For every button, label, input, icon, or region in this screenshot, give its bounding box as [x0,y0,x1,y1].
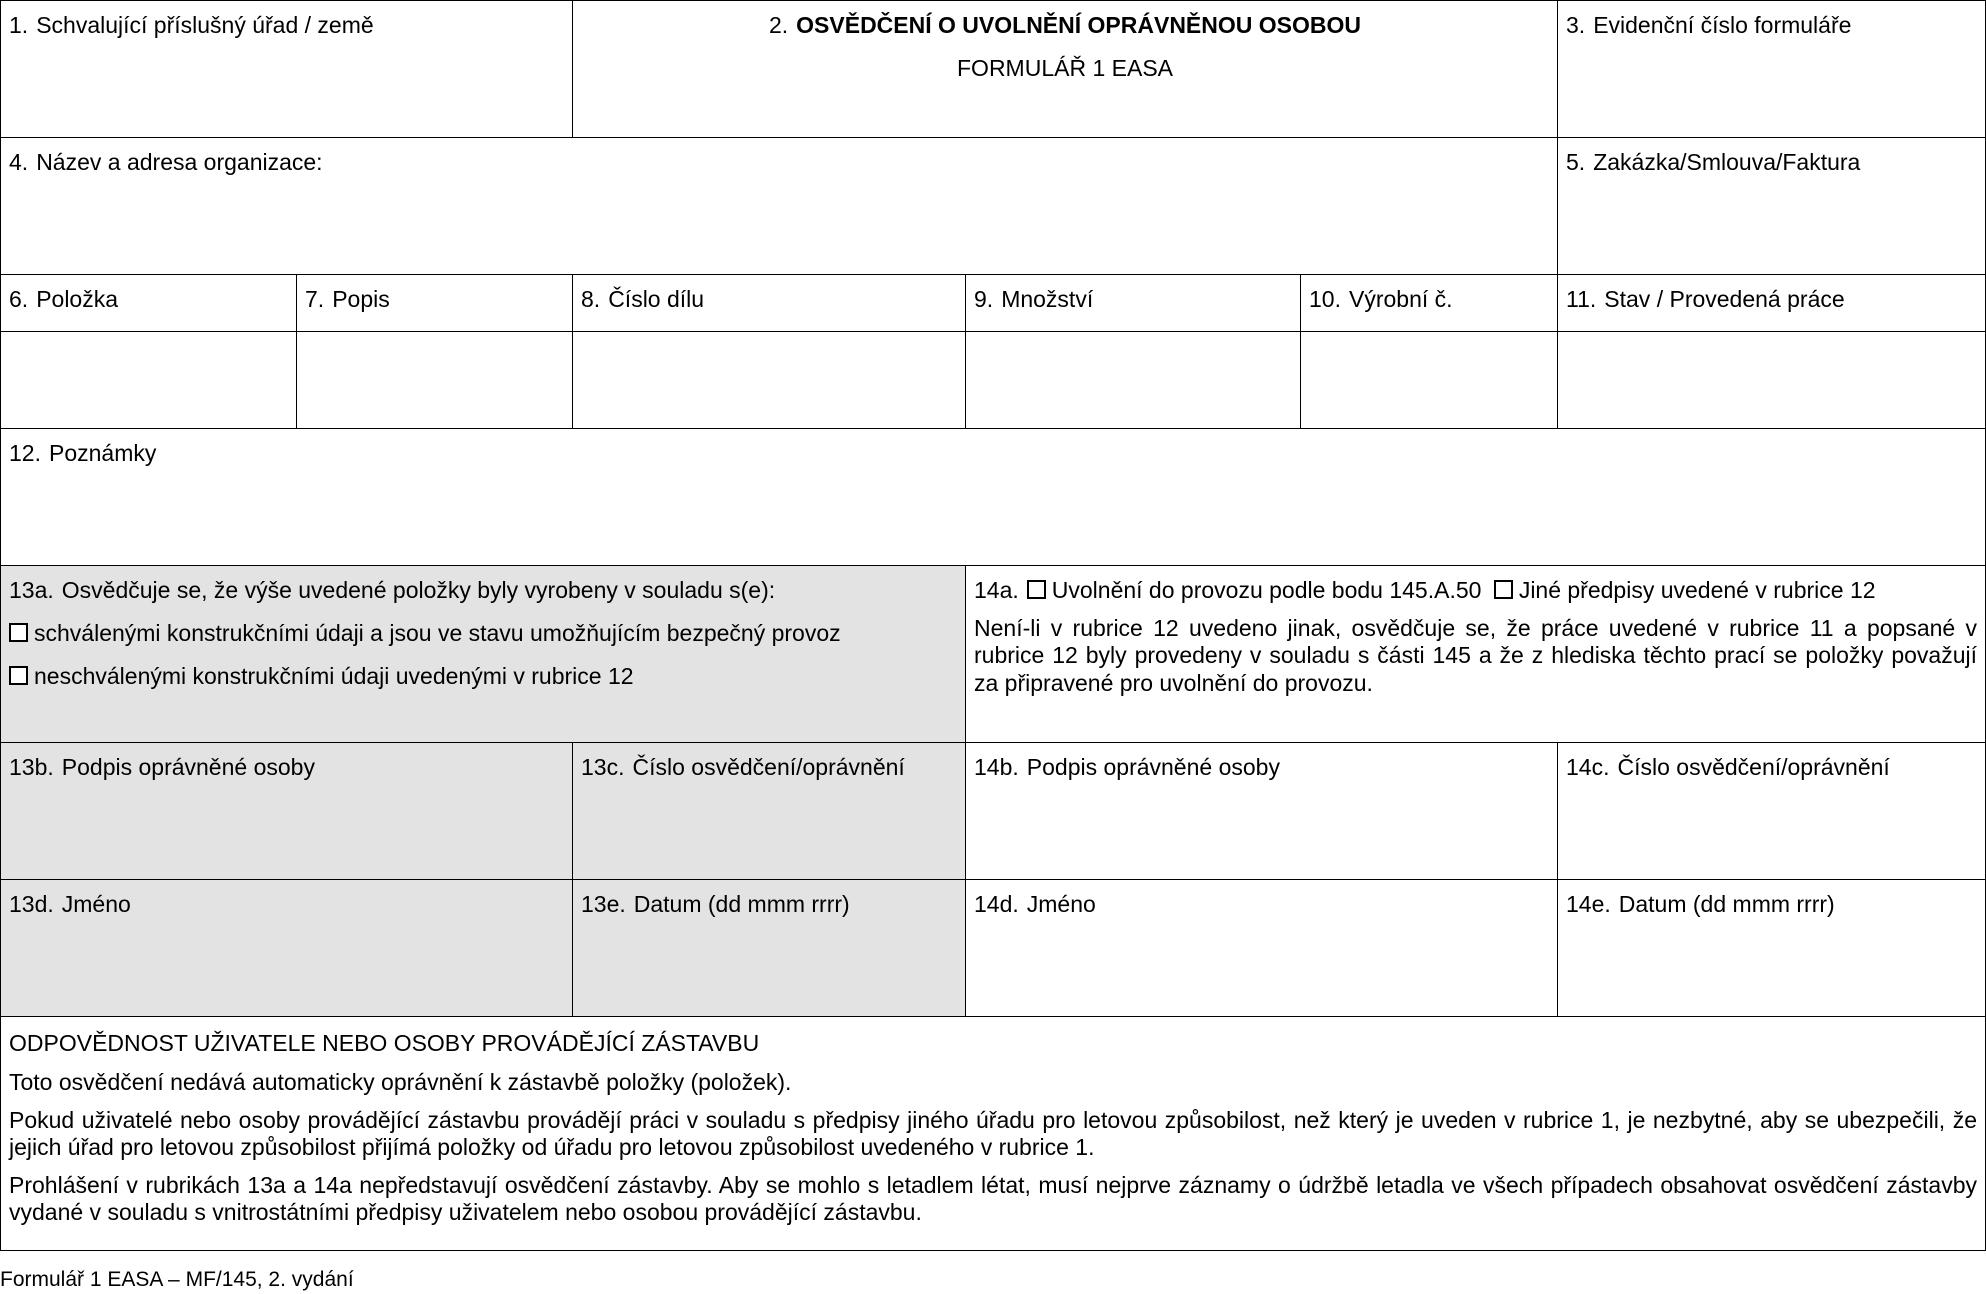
column-header-item [0,274,297,332]
column-label: Položka [36,286,119,312]
box-14e-label: Datum (dd mmm rrrr) [1618,891,1835,917]
other-regulation-checkbox[interactable] [1494,580,1513,599]
box-14c-label: Číslo osvědčení/oprávnění [1617,754,1890,780]
responsibility-section [0,1016,1986,1251]
box-4-organisation-name-address [0,137,1558,275]
box-13c-label: Číslo osvědčení/oprávnění [632,754,905,780]
box-5-work-order [1557,137,1986,275]
box-13c-number: 13c. [581,754,625,780]
box-13a-option-approved[interactable] [9,619,957,648]
responsibility-paragraph-3: Prohlášení v rubrikách 13a a 14a nepředstavují osvědčení zástavby. Aby se mohlo s letadlem létat, musí nejprve záznamy o údržbě letadla ve všech případech obsahovat osvědčení zástavby vydané v souladu s vnitrostátními předpisy uživatelem nebo osobou provádějící zástavbu. [9,1171,1977,1226]
box-14e-number: 14e. [1566,891,1611,917]
column-number: 8. [581,286,601,312]
column-number: 7. [305,286,325,312]
approved-design-checkbox[interactable] [9,623,28,642]
box-14d-number: 14d. [974,891,1019,917]
box-13d-number: 13d. [9,891,54,917]
release-145-label: Uvolnění do provozu podle bodu 145.A.50 [1051,577,1482,603]
quantity-value-cell[interactable] [965,331,1301,429]
responsibility-paragraph-2: Pokud uživatelé nebo osoby provádějící zástavbu provádějí práci v souladu s předpisy jiného úřadu pro letovou způsobilost, než který je uveden v rubrice 1, je nezbytné, aby se ubezpečili, že jejich úřad pro letovou způsobilost přijímá položky od úřadu pro letovou způsobilost uvedeného v rubrice 1. [9,1106,1977,1161]
box-4-number: 4. [9,149,29,175]
column-label: Číslo dílu [608,286,705,312]
non-approved-design-label: neschválenými konstrukčními údaji uvedenými v rubrice 12 [34,662,634,689]
box-13d-label: Jméno [61,891,131,917]
column-header-part-number [572,274,966,332]
box-5-label: Zakázka/Smlouva/Faktura [1593,149,1861,175]
box-13b-label: Podpis oprávněné osoby [61,754,315,780]
approved-design-label: schválenými konstrukčními údaji a jsou ve stavu umožňujícím bezpečný provoz [34,619,841,646]
box-13b-number: 13b. [9,754,54,780]
item-value-cell[interactable] [0,331,297,429]
box-1-number: 1. [9,12,29,38]
box-14c-number: 14c. [1566,754,1610,780]
box-13a-option-non-approved[interactable] [9,662,957,691]
status-work-value-cell[interactable] [1557,331,1986,429]
column-header-serial-number [1300,274,1558,332]
box-14a-statement: Není-li v rubrice 12 uvedeno jinak, osvědčuje se, že práce uvedené v rubrice 11 a popsané v rubrice 12 byly provedeny v souladu s části 145 a že z hlediska těchto prací se položky považují za připravené pro uvolnění do provozu. [974,614,1977,696]
box-13a-number: 13a. [9,577,54,603]
box-12-remarks[interactable] [0,428,1986,566]
form-subtitle: FORMULÁŘ 1 EASA [957,54,1173,81]
box-1-approving-authority [0,0,573,138]
box-14b-label: Podpis oprávněné osoby [1026,754,1280,780]
part-number-value-cell[interactable] [572,331,966,429]
column-label: Stav / Provedená práce [1604,286,1845,312]
box-4-label: Název a adresa organizace: [36,149,323,175]
box-14d-label: Jméno [1026,891,1096,917]
box-3-label: Evidenční číslo formuláře [1593,12,1852,38]
box-13e-date[interactable] [572,879,966,1017]
column-header-quantity [965,274,1301,332]
box-13e-number: 13e. [581,891,626,917]
responsibility-heading: ODPOVĚDNOST UŽIVATELE NEBO OSOBY PROVÁDĚJÍCÍ ZÁSTAVBU [9,1030,760,1056]
box-13e-label: Datum (dd mmm rrrr) [633,891,850,917]
box-2-form-title [572,0,1558,138]
column-number: 9. [974,286,994,312]
box-3-number: 3. [1566,12,1586,38]
box-14a-release [965,565,1986,743]
column-header-description [296,274,573,332]
box-12-label: Poznámky [48,440,157,466]
box-14b-number: 14b. [974,754,1019,780]
column-label: Výrobní č. [1348,286,1453,312]
other-regulation-label: Jiné předpisy uvedené v rubrice 12 [1518,577,1876,603]
column-number: 10. [1309,286,1341,312]
box-2-number: 2. [768,12,789,38]
box-3-form-tracking-number [1557,0,1986,138]
box-14a-number: 14a. [974,577,1019,603]
box-14b-signature[interactable] [965,742,1558,880]
column-label: Popis [332,286,390,312]
box-12-number: 12. [9,440,41,466]
box-13c-approval-number[interactable] [572,742,966,880]
column-label: Množství [1001,286,1094,312]
box-13a-certification [0,565,966,743]
box-13b-signature[interactable] [0,742,573,880]
box-14d-name[interactable] [965,879,1558,1017]
column-number: 6. [9,286,29,312]
box-14c-approval-number[interactable] [1557,742,1986,880]
box-13d-name[interactable] [0,879,573,1017]
serial-number-value-cell[interactable] [1300,331,1558,429]
form-footer: Formulář 1 EASA – MF/145, 2. vydání [0,1268,354,1291]
form-title: OSVĚDČENÍ O UVOLNĚNÍ OPRÁVNĚNOU OSOBOU [796,12,1362,38]
column-header-status-work [1557,274,1986,332]
box-5-number: 5. [1566,149,1586,175]
box-13a-label: Osvědčuje se, že výše uvedené položky byly vyrobeny v souladu s(e): [61,577,776,603]
non-approved-design-checkbox[interactable] [9,666,28,685]
responsibility-paragraph-1: Toto osvědčení nedává automaticky oprávnění k zástavbě položky (položek). [9,1068,792,1095]
box-14e-date[interactable] [1557,879,1986,1017]
column-number: 11. [1566,286,1597,312]
description-value-cell[interactable] [296,331,573,429]
release-145-checkbox[interactable] [1027,580,1046,599]
box-1-label: Schvalující příslušný úřad / země [36,12,374,38]
